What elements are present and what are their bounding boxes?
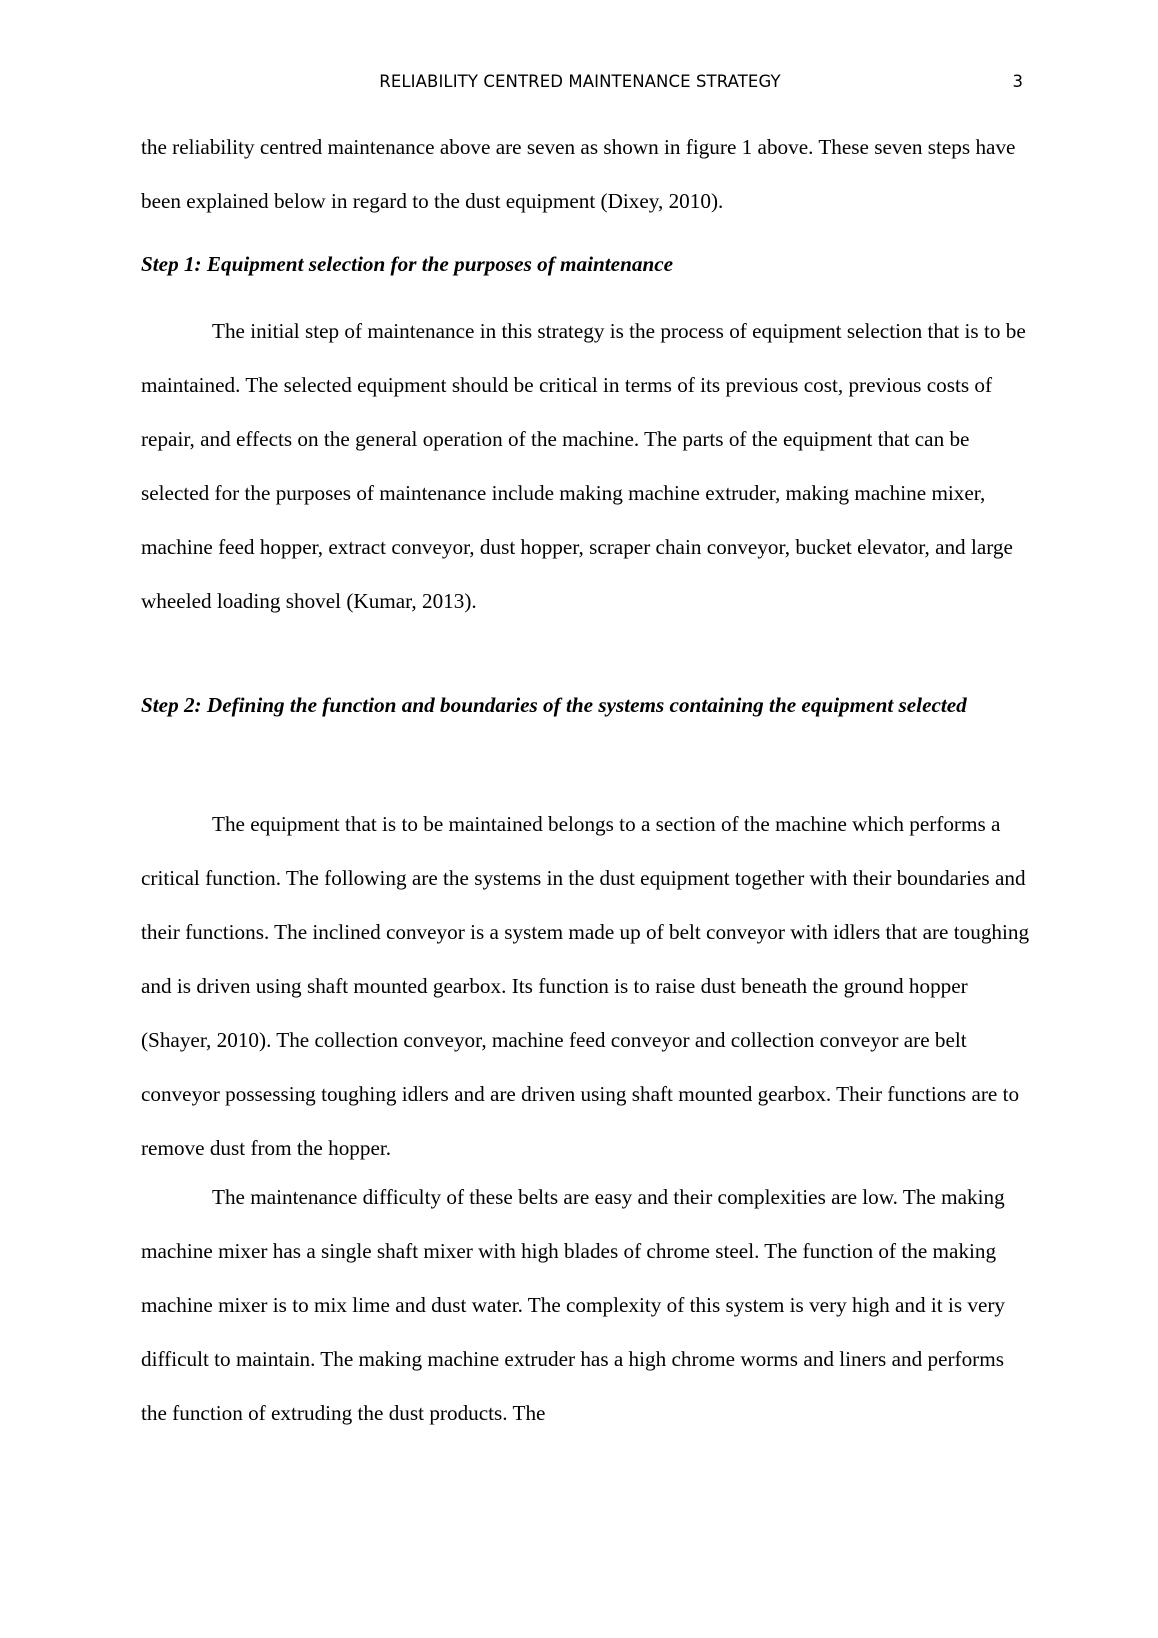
running-header-title: RELIABILITY CENTRED MAINTENANCE STRATEGY <box>379 72 781 91</box>
step1-paragraph: The initial step of maintenance in this strategy is the process of equipment selection that is to be maintained. The selected equipment should be critical in terms of its previous cost, previous costs of repair, and effects on the general operation of the machine. The parts of the equipment that can be selected for the purposes of maintenance include making machine extruder, making machine mixer, machine feed hopper, extract conveyor, dust hopper, scraper chain conveyor, bucket elevator, and large wheeled loading shovel (Kumar, 2013). <box>141 319 1026 613</box>
step2-paragraph-2: The maintenance difficulty of these belts are easy and their complexities are low. The making machine mixer has a single shaft mixer with high blades of chrome steel. The function of the making machine mixer is to mix lime and dust water. The complexity of this system is very high and it is very difficult to maintain. The making machine extruder has a high chrome worms and liners and performs the function of extruding the dust products. The <box>141 1185 1006 1425</box>
step1-heading: Step 1: Equipment selection for the purposes of maintenance <box>141 252 674 276</box>
page-number: 3 <box>1012 72 1023 91</box>
intro-paragraph: the reliability centred maintenance above are seven as shown in figure 1 above. These seven steps have been explained below in regard to the dust equipment (Dixey, 2010). <box>141 135 1016 213</box>
step2-paragraph-1: The equipment that is to be maintained belongs to a section of the machine which performs a critical function. The following are the systems in the dust equipment together with their boundaries and their functions. The inclined conveyor is a system made up of belt conveyor with idlers that are toughing and is driven using shaft mounted gearbox. Its function is to raise dust beneath the ground hopper (Shayer, 2010). The collection conveyor, machine feed conveyor and collection conveyor are belt conveyor possessing toughing idlers and are driven using shaft mounted gearbox. Their functions are to remove dust from the hopper. <box>141 812 1030 1160</box>
step2-heading: Step 2: Defining the function and boundaries of the systems containing the equipment selected <box>141 693 967 717</box>
